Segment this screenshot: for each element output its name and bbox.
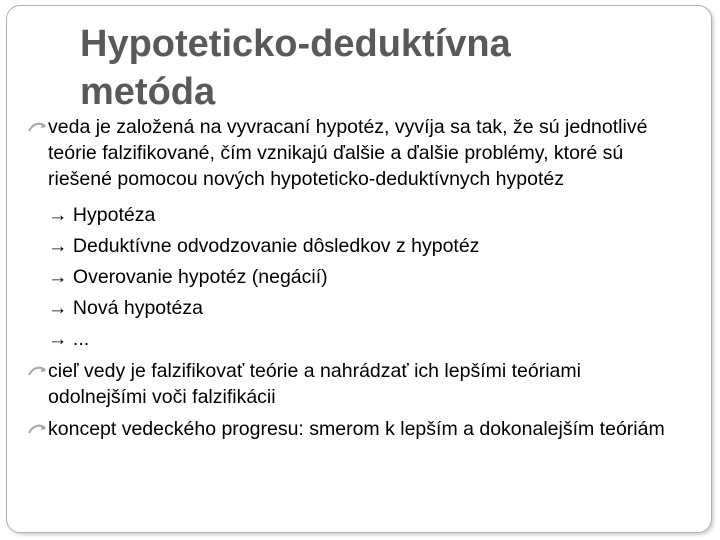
- slide-title: [80, 20, 680, 116]
- bullet-text: veda je založená na vyvracaní hypotéz, vyvíja sa tak, že sú jednotlivé teórie falzifikované, čím vznikajú ďalšie a ďalšie problémy, ktoré sú riešené pomocou nových hypoteticko-deduktívnych hypotéz: [48, 116, 648, 190]
- step-item: → Nová hypotéza: [48, 297, 204, 319]
- step-item: → Hypotéza: [48, 204, 156, 226]
- step-item: → ...: [48, 328, 90, 350]
- bullet-text: cieľ vedy je falzifikovať teórie a nahrádzať ich lepšími teóriami odolnejšími voči falzifikácii: [48, 360, 581, 408]
- curved-arrow-bullet-icon: [28, 365, 48, 377]
- title-line-1: Hypoteticko-deduktívna: [80, 23, 511, 65]
- bullet-item: [0, 416, 720, 442]
- bullet-item: [0, 114, 720, 192]
- step-item: → Overovanie hypotéz (negácií): [48, 266, 328, 288]
- bullet-text: koncept vedeckého progresu: smerom k lepším a dokonalejším teóriám: [48, 418, 665, 440]
- step-item: → Deduktívne odvodzovanie dôsledkov z hypotéz: [48, 235, 480, 257]
- bullet-item: [0, 358, 720, 410]
- curved-arrow-bullet-icon: [28, 423, 48, 435]
- slide-body: [0, 114, 720, 442]
- curved-arrow-bullet-icon: [28, 121, 48, 133]
- title-line-2: metóda: [80, 71, 216, 113]
